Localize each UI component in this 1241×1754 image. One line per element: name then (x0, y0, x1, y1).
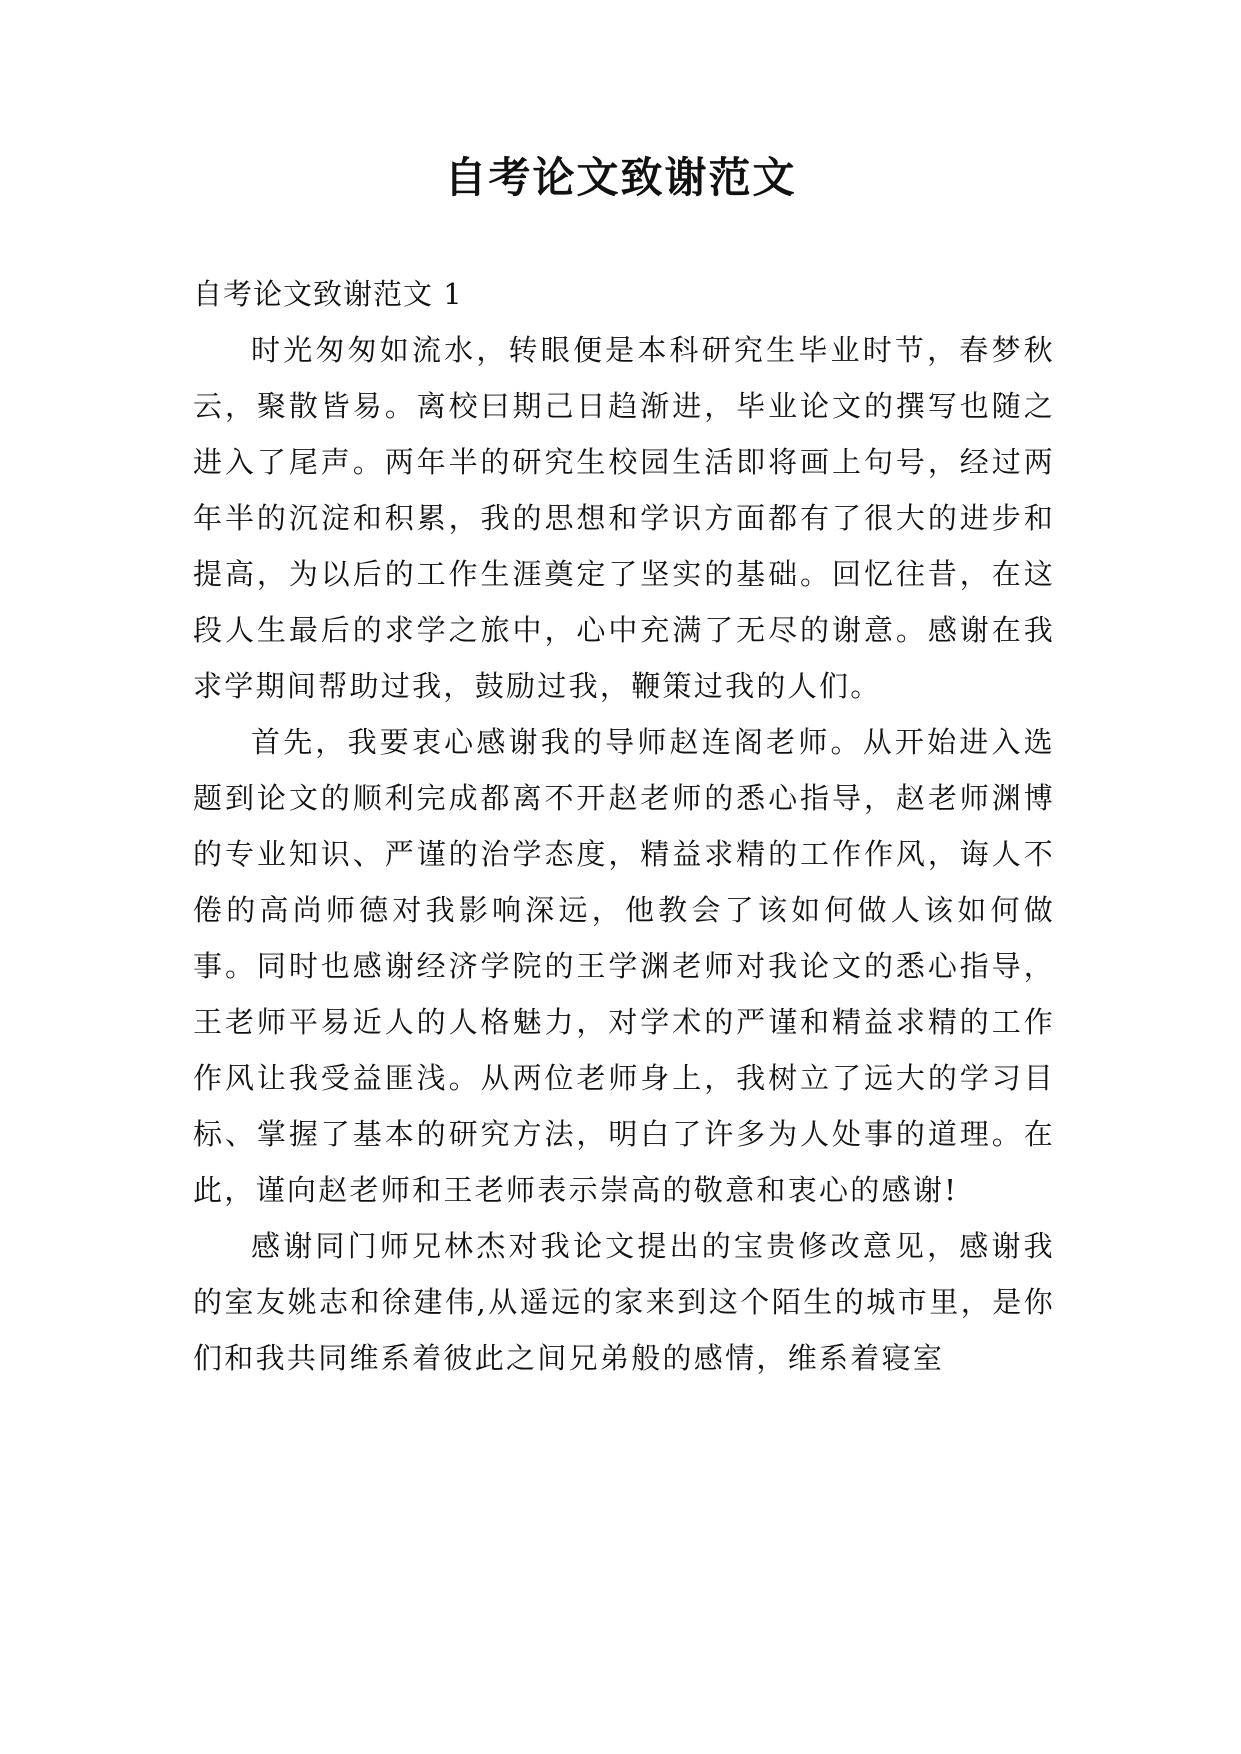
paragraph-2: 首先，我要衷心感谢我的导师赵连阁老师。从开始进入选题到论文的顺利完成都离不开赵老师的悉心指导，赵老师渊博的专业知识、严谨的治学态度，精益求精的工作作风，诲人不倦的高尚师德对我影响深远，他教会了该如何做人该如何做事。同时也感谢经济学院的王学渊老师对我论文的悉心指导，王老师平易近人的人格魅力，对学术的严谨和精益求精的工作作风让我受益匪浅。从两位老师身上，我树立了远大的学习目标、掌握了基本的研究方法，明白了许多为人处事的道理。在此，谨向赵老师和王老师表示崇高的敬意和衷心的感谢! (193, 725, 1055, 1207)
document-body (193, 266, 1055, 1386)
section-heading: 自考论文致谢范文 1 (193, 277, 463, 311)
document-title: 自考论文致谢范文 (444, 153, 797, 202)
paragraph-1: 时光匆匆如流水，转眼便是本科研究生毕业时节，春梦秋云，聚散皆易。离校曰期己日趋渐进，毕业论文的撰写也随之进入了尾声。两年半的研究生校园生活即将画上句号，经过两年半的沉淀和积累，我的思想和学识方面都有了很大的进步和提高，为以后的工作生涯奠定了坚实的基础。回忆往昔，在这段人生最后的求学之旅中，心中充满了无尽的谢意。感谢在我求学期间帮助过我，鼓励过我，鞭策过我的人们。 (193, 333, 1055, 703)
paragraph-3: 感谢同门师兄林杰对我论文提出的宝贵修改意见，感谢我的室友姚志和徐建伟,从遥远的家来到这个陌生的城市里，是你们和我共同维系着彼此之间兄弟般的感情，维系着寝室 (193, 1229, 1055, 1375)
